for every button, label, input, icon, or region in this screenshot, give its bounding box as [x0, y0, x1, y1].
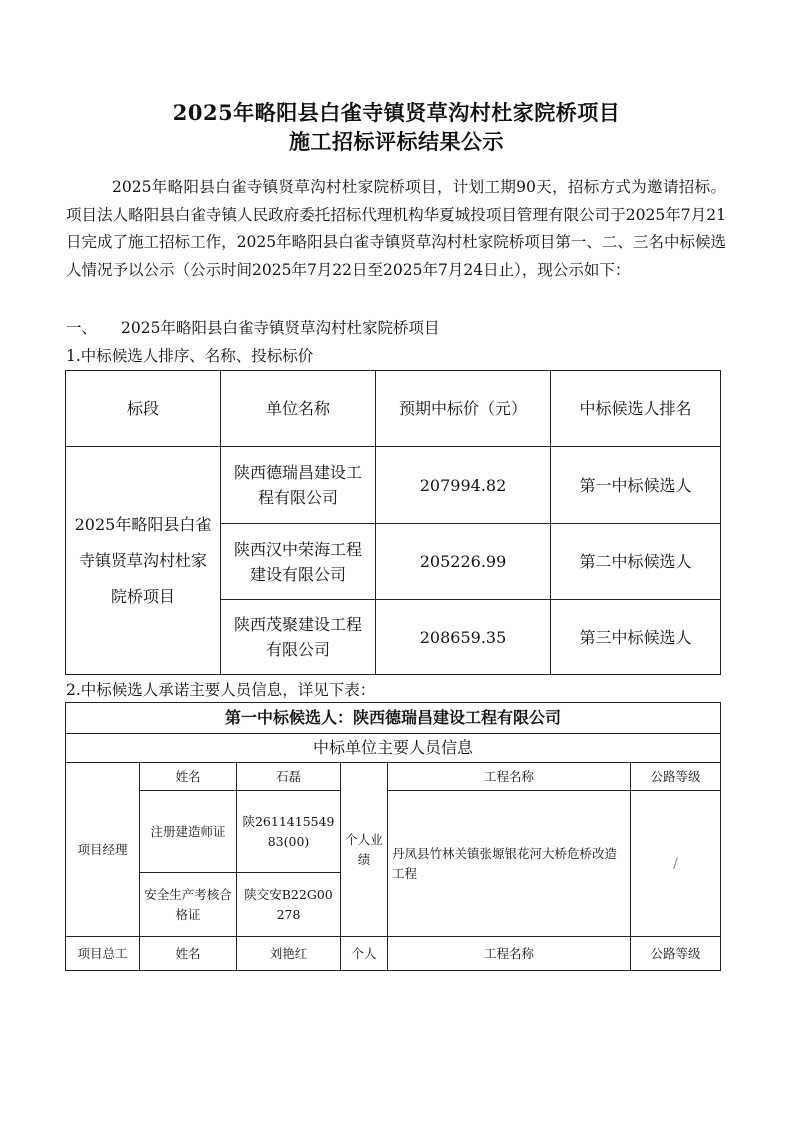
role-chief-engineer: 项目总工 — [66, 937, 140, 971]
header-segment: 标段 — [66, 371, 221, 447]
candidate-rank: 第二中标候选人 — [551, 524, 721, 600]
project-name-label: 工程名称 — [388, 937, 631, 971]
safety-cert-number: 陕交安B22G00278 — [237, 873, 341, 937]
name-label: 姓名 — [140, 937, 237, 971]
bid-price: 205226.99 — [376, 524, 551, 600]
section-heading-1 — [66, 316, 439, 338]
document-title-line2: 施工招标评标结果公示 — [289, 129, 504, 154]
chief-name: 刘艳红 — [237, 937, 341, 971]
key-personnel-table — [65, 702, 721, 971]
registration-cert-number: 陕261141554983(00) — [237, 791, 341, 873]
header-rank: 中标候选人排名 — [551, 371, 721, 447]
header-price: 预期中标价（元） — [376, 371, 551, 447]
table-header-row — [66, 371, 721, 447]
section-title: 2025年略阳县白雀寺镇贤草沟村杜家院桥项目 — [121, 319, 440, 337]
safety-cert-label: 安全生产考核合格证 — [140, 873, 237, 937]
staff-heading-row — [66, 703, 721, 734]
name-label: 姓名 — [140, 763, 237, 791]
intro-paragraph: 2025年略阳县白雀寺镇贤草沟村杜家院桥项目，计划工期90天，招标方式为邀请招标。项目法人略阳县白雀寺镇人民政府委托招标代理机构华夏城投项目管理有限公司于2025年7月21日完成了施工招标工作，2025年略阳县白雀寺镇贤草沟村杜家院桥项目第一、二、三名中标候选人情况予以公示（公示时间2025年7月22日至2025年7月24日止），现公示如下： — [66, 178, 726, 279]
section-number: 一、 — [66, 319, 98, 337]
candidate-rank: 第一中标候选人 — [551, 447, 721, 524]
header-company: 单位名称 — [221, 371, 376, 447]
road-grade-label: 公路等级 — [631, 937, 721, 971]
table-row — [66, 763, 721, 791]
company-name: 陕西茂聚建设工程有限公司 — [221, 600, 376, 675]
table-row — [66, 447, 721, 524]
personal-performance-label: 个人业绩 — [341, 763, 388, 937]
table-row — [66, 791, 721, 873]
company-name: 陕西德瑞昌建设工程有限公司 — [221, 447, 376, 524]
document-title-line1: 2025年略阳县白雀寺镇贤草沟村杜家院桥项目 — [172, 100, 621, 125]
subsection-heading-1: 1.中标候选人排序、名称、投标标价 — [66, 347, 314, 365]
role-project-manager: 项目经理 — [66, 763, 140, 937]
bid-price: 208659.35 — [376, 600, 551, 675]
personnel-info-heading: 中标单位主要人员信息 — [66, 734, 721, 763]
road-grade-label: 公路等级 — [631, 763, 721, 791]
project-name-label: 工程名称 — [388, 763, 631, 791]
table-row — [66, 937, 721, 971]
winning-candidate-heading: 第一中标候选人：陕西德瑞昌建设工程有限公司 — [66, 703, 721, 734]
company-name: 陕西汉中荣海工程建设有限公司 — [221, 524, 376, 600]
bid-candidates-table — [65, 370, 721, 675]
candidate-rank: 第三中标候选人 — [551, 600, 721, 675]
pm-road-grade: / — [631, 791, 721, 937]
bid-price: 207994.82 — [376, 447, 551, 524]
subsection-heading-2: 2.中标候选人承诺主要人员信息，详见下表： — [66, 681, 376, 699]
registration-cert-label: 注册建造师证 — [140, 791, 237, 873]
segment-name: 2025年略阳县白雀寺镇贤草沟村杜家院桥项目 — [66, 447, 221, 675]
personal-label: 个人 — [341, 937, 388, 971]
staff-subheading-row — [66, 734, 721, 763]
pm-name: 石磊 — [237, 763, 341, 791]
pm-project-name: 丹凤县竹林关镇张塬银花河大桥危桥改造工程 — [388, 791, 631, 937]
